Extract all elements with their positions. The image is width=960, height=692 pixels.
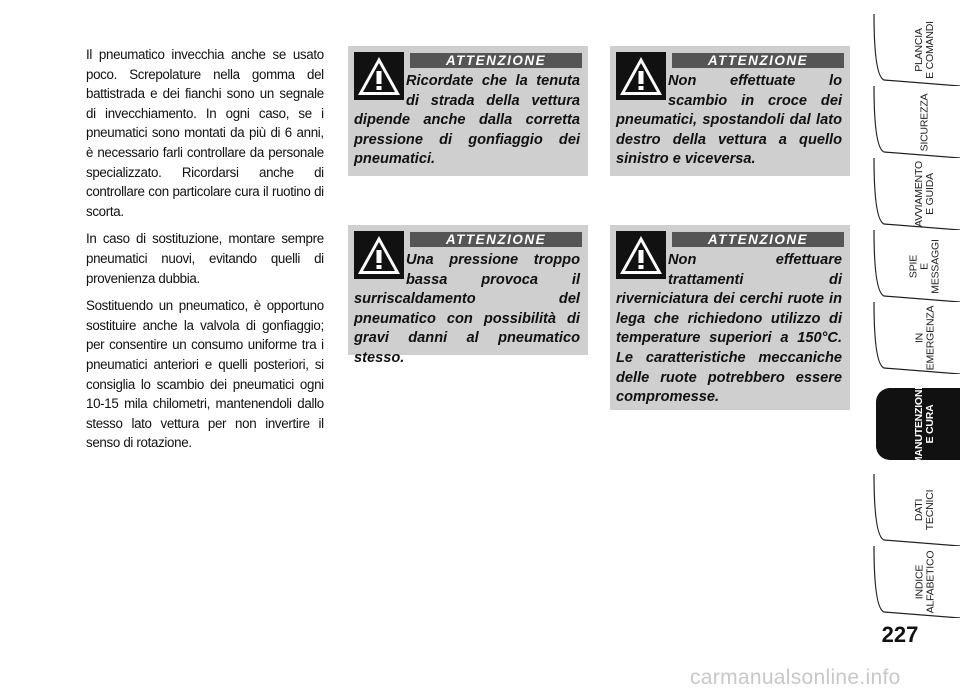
warning-box: [348, 46, 588, 176]
tab-dati-tecnici[interactable]: DATI TECNICI: [868, 474, 960, 546]
tab-manutenzione-cura[interactable]: MANUTENZIONE E CURA: [868, 388, 960, 460]
tab-spie-messaggi[interactable]: SPIE E MESSAGGI: [868, 230, 960, 302]
warning-text: Non effettuare trattamenti di riverniciatura dei cerchi ruote in lega che richiedono utilizzo di temperature superiori a 150°C. Le caratteristiche meccaniche delle ruote potrebbero essere compromesse.: [616, 252, 842, 406]
warning-title: ATTENZIONE: [672, 232, 844, 247]
warning-title: ATTENZIONE: [410, 232, 582, 247]
body-text-column: [86, 46, 324, 462]
warning-text: Ricordate che la tenuta di strada della vettura dipende anche dalla corretta pressione di gonfiaggio dei pneumatici.: [354, 73, 580, 168]
tab-plancia-comandi[interactable]: PLANCIA E COMANDI: [868, 14, 960, 86]
warning-box: [610, 46, 850, 176]
watermark-url[interactable]: carmanualsonline.info: [690, 666, 901, 689]
chapter-tabs: [868, 14, 960, 614]
tab-indice-alfabetico[interactable]: INDICE ALFABETICO: [868, 546, 960, 618]
warning-title: ATTENZIONE: [672, 53, 844, 68]
warning-box: [348, 225, 588, 366]
page-number: 227: [881, 622, 919, 647]
tab-in-emergenza[interactable]: IN EMERGENZA: [868, 302, 960, 374]
warning-title: ATTENZIONE: [410, 53, 582, 68]
tab-avviamento-guida[interactable]: AVVIAMENTO E GUIDA: [868, 158, 960, 230]
warning-box: [610, 225, 850, 410]
paragraph: In caso di sostituzione, montare sempre pneumatici nuovi, evitando quelli di provenienza dubbia.: [86, 231, 324, 287]
paragraph: Il pneumatico invecchia anche se usato poco. Screpolature nella gomma del battistrada e dei fianchi sono un segnale di invecchiamento. In ogni caso, se i pneumatici sono montati da più di 6 anni, è necessario farli controllare da personale specializzato. Ricordarsi anche di controllare con particolare cura il ruotino di scorta.: [86, 47, 324, 220]
warning-text: Non effettuate lo scambio in croce dei pneumatici, spostandoli dal lato destro della vettura a quello sinistro e viceversa.: [616, 73, 842, 168]
paragraph: Sostituendo un pneumatico, è opportuno sostituire anche la valvola di gonfiaggio; per consentire un consumo uniforme tra i pneumatici anteriori e quelli posteriori, si consiglia lo scambio dei pneumatici ogni 10-15 mila chilometri, mantenendoli dallo stesso lato vettura per non invertire il senso di rotazione.: [86, 298, 324, 452]
warning-text: Una pressione troppo bassa provoca il surriscaldamento del pneumatico con possibilità di gravi danni al pneumatico stesso.: [354, 252, 580, 366]
tab-sicurezza[interactable]: SICUREZZA: [868, 86, 960, 158]
